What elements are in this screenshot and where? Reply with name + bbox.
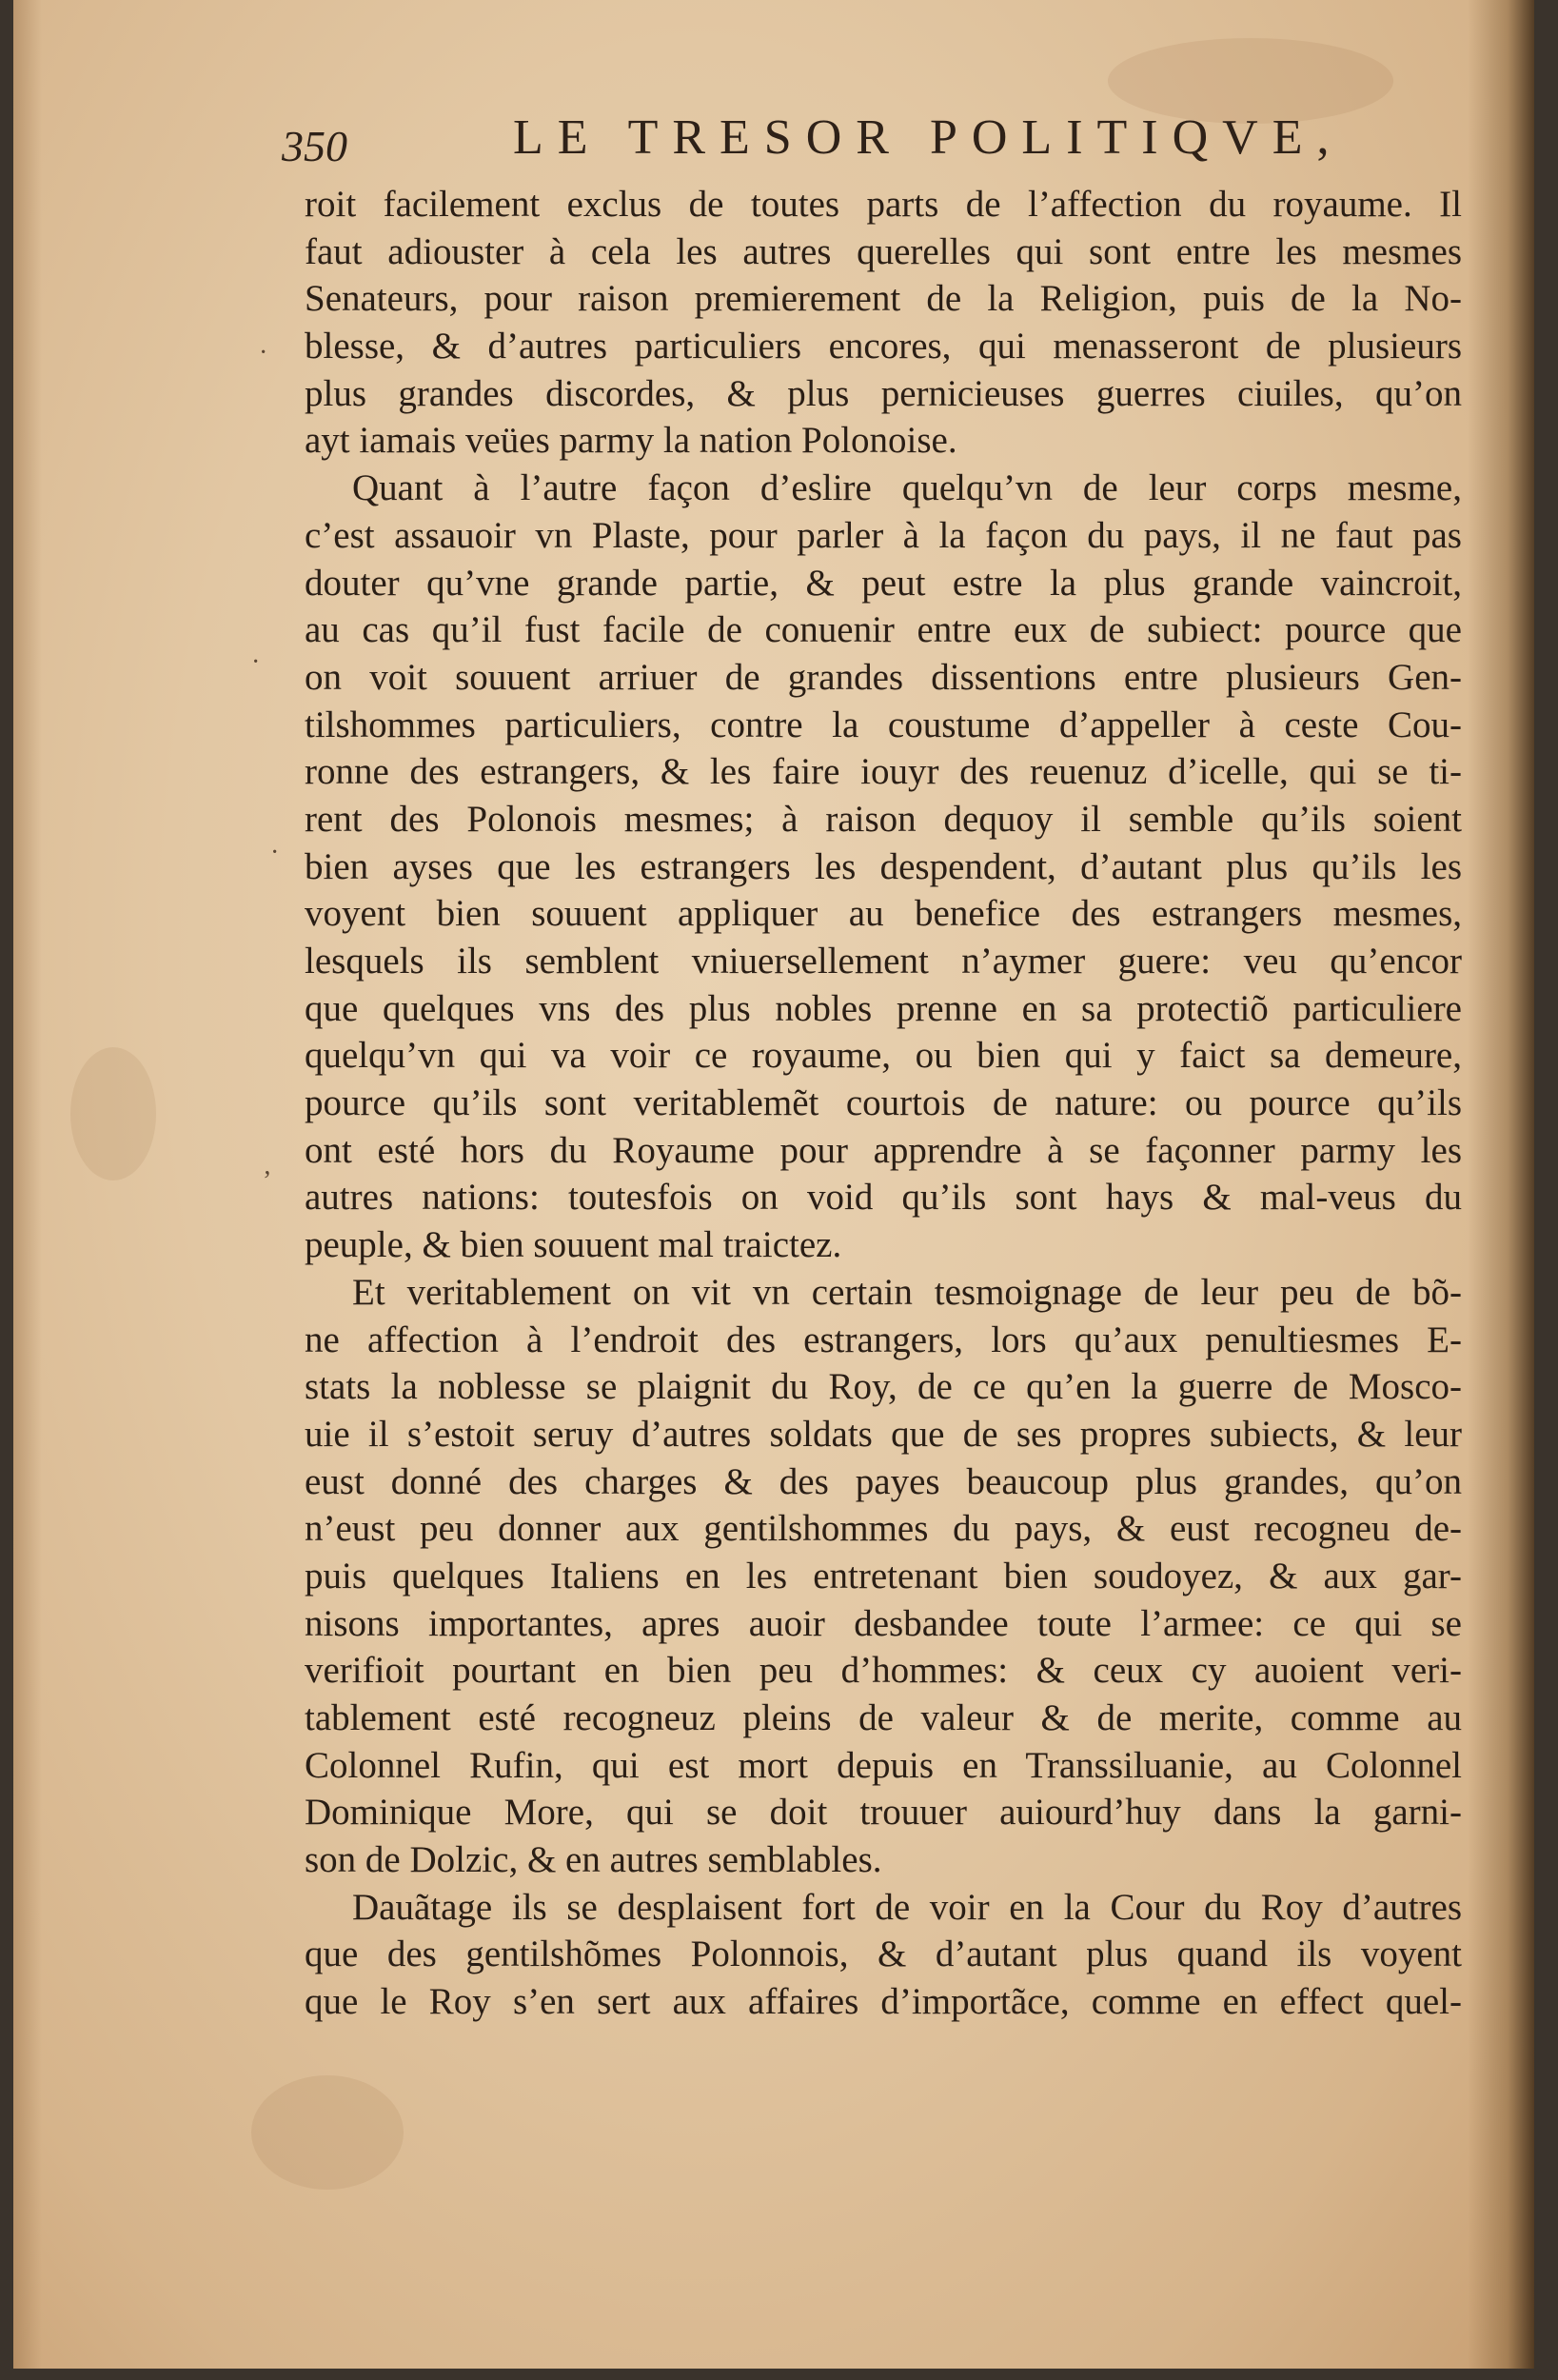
page-left-edge xyxy=(13,0,42,2369)
text-line: blesse, & d’autres particuliers encores, qui menasseront de plusieurs xyxy=(305,326,1462,367)
text-line: uie il s’estoit seruy d’autres soldats que de ses propres subiects, & leur xyxy=(305,1413,1462,1455)
text-line: faut adiouster à cela les autres querelles qui sont entre les mesmes xyxy=(305,230,1462,272)
text-line: ont esté hors du Royaume pour apprendre à se façonner parmy les xyxy=(305,1129,1462,1171)
paper-stain xyxy=(251,2075,404,2190)
text-line: puis quelques Italiens en les entretenant bien soudoyez, & aux gar- xyxy=(305,1555,1462,1597)
margin-mark: · xyxy=(270,838,280,867)
running-title: LE TRESOR POLITIQVE, xyxy=(513,110,1344,165)
text-line: ronne des estrangers, & les faire iouyr des reuenuz d’icelle, qui se ti- xyxy=(305,751,1462,793)
page-number: 350 xyxy=(282,122,347,170)
text-line: bien ayses que les estrangers les despendent, d’autant plus qu’ils les xyxy=(305,845,1462,887)
text-line: c’est assauoir vn Plaste, pour parler à la façon du pays, il ne faut pas xyxy=(305,514,1462,556)
text-line: autres nations: toutesfois on void qu’ils sont hays & mal-veus du xyxy=(305,1177,1462,1219)
text-line: rent des Polonois mesmes; à raison dequoy il semble qu’ils soient xyxy=(305,798,1462,840)
text-line: que quelques vns des plus nobles prenne en sa protectiõ particuliere xyxy=(305,987,1462,1029)
text-line: Quant à l’autre façon d’eslire quelqu’vn de leur corps mesme, xyxy=(352,467,1462,509)
text-line: Colonnel Rufin, qui est mort depuis en Transsiluanie, au Colonnel xyxy=(305,1744,1462,1786)
page-header xyxy=(13,109,1534,176)
margin-mark: · xyxy=(259,338,268,367)
text-line: voyent bien souuent appliquer au benefice des estrangers mesmes, xyxy=(305,893,1462,935)
text-line: tablement esté recogneuz pleins de valeur & de merite, comme au xyxy=(305,1697,1462,1738)
margin-mark: ’ xyxy=(263,1166,272,1196)
text-line: pource qu’ils sont veritablemẽt courtois de nature: ou pource qu’ils xyxy=(305,1082,1462,1124)
text-line: son de Dolzic, & en autres semblables. xyxy=(305,1839,882,1881)
text-line: douter qu’vne grande partie, & peut estre la plus grande vaincroit, xyxy=(305,562,1462,604)
text-line: que le Roy s’en sert aux affaires d’importãce, comme en effect quel- xyxy=(305,1981,1462,2023)
text-line: verifioit pourtant en bien peu d’hommes: & ceux cy auoient veri- xyxy=(305,1650,1462,1692)
book-page xyxy=(13,0,1534,2369)
text-line: peuple, & bien souuent mal traictez. xyxy=(305,1224,842,1266)
text-line: au cas qu’il fust facile de conuenir entre eux de subiect: pource que xyxy=(305,609,1462,651)
text-line: plus grandes discordes, & plus pernicieuses guerres ciuiles, qu’on xyxy=(305,372,1462,414)
text-line: tilshommes particuliers, contre la coustume d’appeller à ceste Cou- xyxy=(305,704,1462,745)
text-line: Dominique More, qui se doit trouuer auiourd’huy dans la garni- xyxy=(305,1792,1462,1834)
text-line: nisons importantes, apres auoir desbandee toute l’armee: ce qui se xyxy=(305,1602,1462,1644)
text-line: Et veritablement on vit vn certain tesmoignage de leur peu de bõ- xyxy=(352,1271,1462,1313)
text-line: ne affection à l’endroit des estrangers, lors qu’aux penultiesmes E- xyxy=(305,1319,1462,1360)
text-line: on voit souuent arriuer de grandes dissentions entre plusieurs Gen- xyxy=(305,656,1462,698)
text-line: n’eust peu donner aux gentilshommes du pays, & eust recogneu de- xyxy=(305,1508,1462,1550)
text-line: Senateurs, pour raison premierement de la Religion, puis de la No- xyxy=(305,278,1462,320)
text-line: stats la noblesse se plaignit du Roy, de ce qu’en la guerre de Mosco- xyxy=(305,1366,1462,1408)
margin-mark: · xyxy=(251,647,261,677)
binding-gutter xyxy=(1468,0,1534,2369)
text-line: eust donné des charges & des payes beaucoup plus grandes, qu’on xyxy=(305,1460,1462,1502)
text-line: que des gentilshõmes Polonnois, & d’autant plus quand ils voyent xyxy=(305,1934,1462,1975)
paper-stain xyxy=(70,1047,156,1180)
text-line: quelqu’vn qui va voir ce royaume, ou bien qui y faict sa demeure, xyxy=(305,1035,1462,1077)
text-line: ayt iamais veües parmy la nation Polonoise. xyxy=(305,420,957,462)
text-body xyxy=(305,181,1462,2026)
text-line: roit facilement exclus de toutes parts de l’affection du royaume. Il xyxy=(305,184,1462,225)
text-line: lesquels ils semblent vniuersellement n’aymer guere: veu qu’encor xyxy=(305,941,1462,982)
text-line: Dauãtage ils se desplaisent fort de voir en la Cour du Roy d’autres xyxy=(352,1886,1462,1928)
